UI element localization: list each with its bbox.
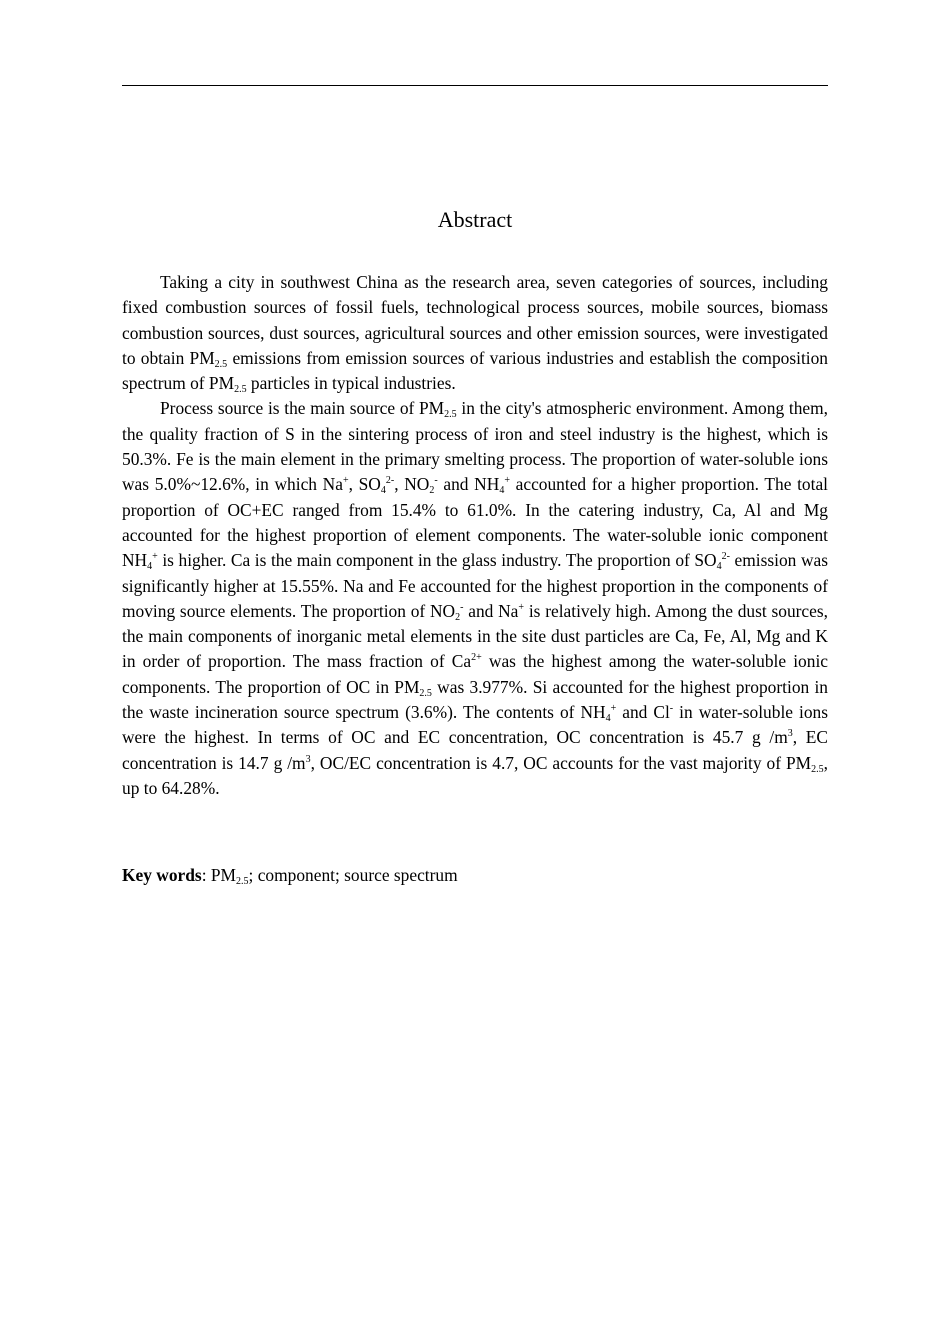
abstract-paragraph-1: Taking a city in southwest China as the research area, seven categories of sources, including fixed combustion sources of fossil fuels, technological process sources, mobile sources, biomass combustion sources, dust sources, agricultural sources and other emission sources, were investigated to obtain $PM_{2.5}$ emissions from emission sources of various industries and establish the composition spectrum of $PM_{2.5}$ particles in typical industries.: [122, 272, 829, 396]
abstract-body: [122, 270, 828, 801]
keywords-line: Key words: $PM_{2.5}$; component; source spectrum: [122, 865, 458, 887]
abstract-paragraph-2: Process source is the main source of $PM_{2.5}$ in the city's atmospheric environment. Among them, the quality fraction of S in the sintering process of iron and steel industry is the highest, which is 50.3%. Fe is the main element in the primary smelting process. The proportion of water-soluble ions was 5.0%~12.6%, in which Na+, $SO_4^{2-}$, $NO_2^-$ and $NH_4^+$ accounted for a higher proportion. The total proportion of OC+EC ranged from 15.4% to 61.0%. In the catering industry, Ca, Al and Mg accounted for the highest proportion of element components. The water-soluble ionic component $NH_4^+$ is higher. Ca is the main component in the glass industry. The proportion of $SO_4^{2-}$ emission was significantly higher at 15.55%. Na and Fe accounted for the highest proportion in the components of moving source elements. The proportion of $NO_2^-$ and Na+ is relatively high. Among the dust sources, the main components of inorganic metal elements in the site dust particles are Ca, Fe, Al, Mg and K in order of proportion. The mass fraction of $Ca^{2+}$ was the highest among the water-soluble ionic components. The proportion of OC in $PM_{2.5}$ was 3.977%. Si accounted for the highest proportion in the waste incineration source spectrum (3.6%). The contents of $NH_4^+$ and Cl- in water-soluble ions were the highest. In terms of OC and EC concentration, OC concentration is 45.7 g $/m^3$, EC concentration is 14.7 g $/m^3$, OC/EC concentration is 4.7, OC accounts for the vast majority of $PM_{2.5}$, up to 64.28%.: [122, 398, 828, 798]
header-rule: [122, 85, 828, 86]
keywords-label: Key words: [122, 865, 202, 885]
abstract-heading: Abstract: [437, 207, 513, 232]
